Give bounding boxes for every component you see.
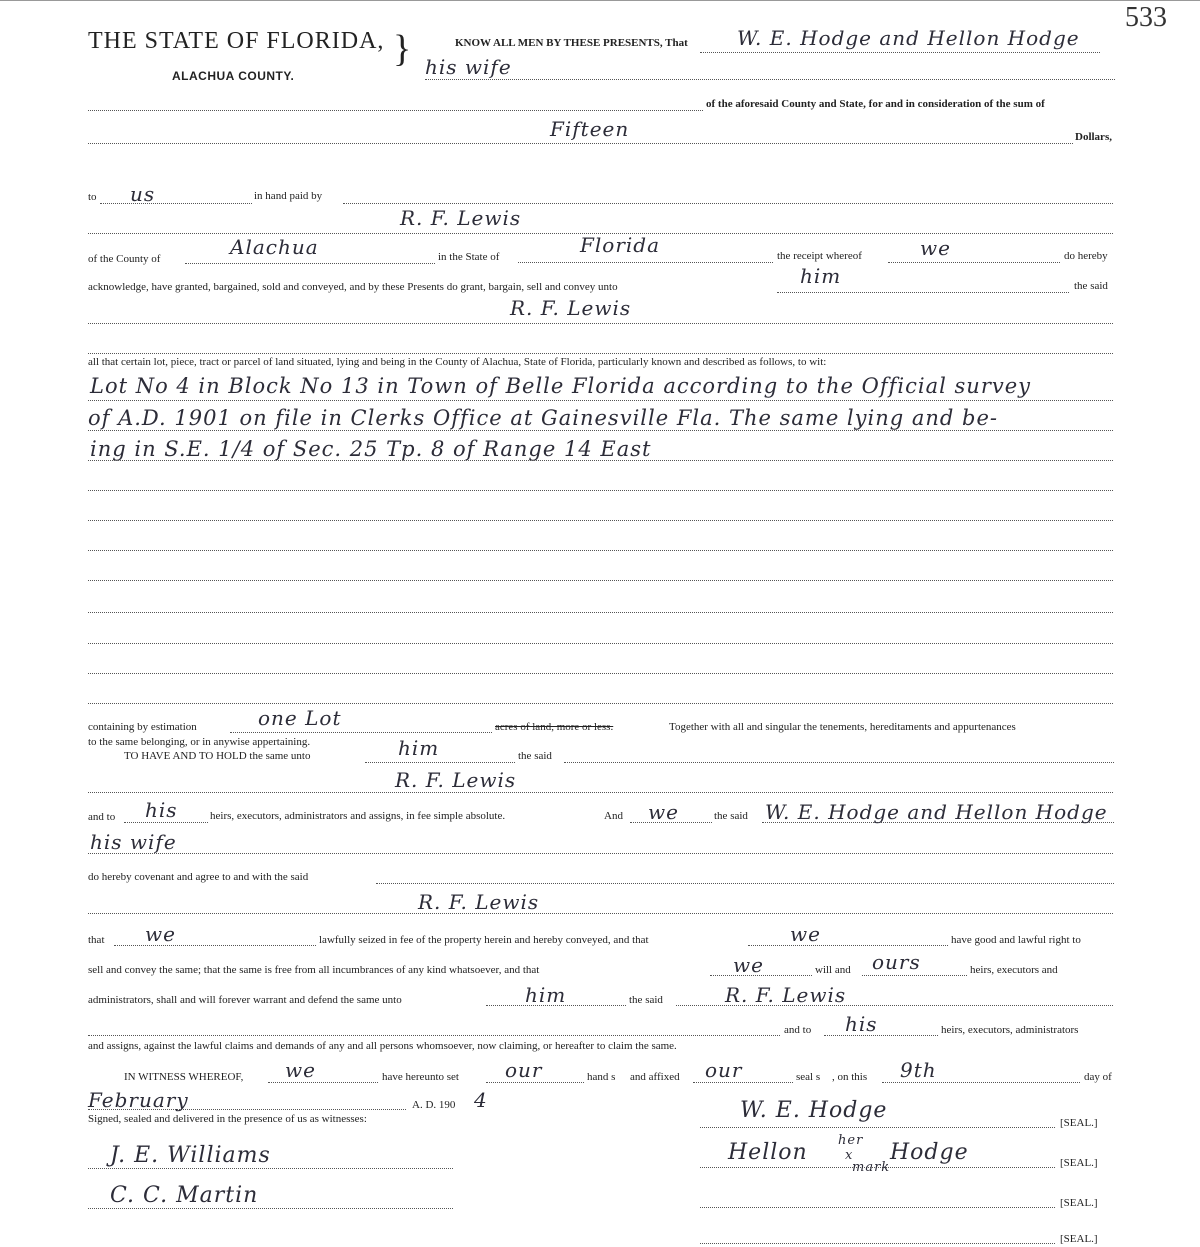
signature-line-1 [700, 1127, 1055, 1128]
heirs-we: we [648, 800, 679, 824]
page-top-rule [0, 0, 1200, 1]
seized-that: that [88, 934, 105, 946]
heirs-the-said: the said [714, 810, 748, 822]
belonging-text: to the same belonging, or in anywise appertaining. [88, 736, 311, 748]
witness-our1-line [486, 1082, 584, 1083]
seized-right: have good and lawful right to [951, 934, 1081, 946]
seal-2: [SEAL.] [1060, 1157, 1098, 1169]
intro-text: KNOW ALL MEN BY THESE PRESENTS, That [455, 37, 688, 49]
witness-2: C. C. Martin [110, 1183, 259, 1208]
receipt-value: we [920, 236, 951, 260]
to-value: us [130, 182, 156, 206]
header-brace: } [393, 28, 412, 70]
county-value: Alachua [230, 235, 319, 259]
witness-seals: seal s [796, 1071, 821, 1083]
dollars-label: Dollars, [1075, 131, 1112, 143]
unto-line [777, 292, 1069, 293]
heirs-and: And [604, 810, 623, 822]
desc-line-2 [88, 430, 1113, 431]
sell-will-and: will and [815, 964, 851, 976]
land-intro: all that certain lot, piece, tract or parcel of land situated, lying and being in the County of Alachua, State of Florida, particularly known and described as follows, to wit: [88, 356, 827, 368]
admin-the-said: the said [629, 994, 663, 1006]
grantor-line-1 [700, 52, 1100, 53]
witness-our2: our [705, 1058, 743, 1082]
signature-line-4 [700, 1243, 1055, 1244]
covenant-name: R. F. Lewis [418, 890, 540, 914]
heirs-text: heirs, executors, administrators and assigns, in fee simple absolute. [210, 810, 506, 822]
desc-line-6 [88, 550, 1113, 551]
the-said-label: the said [1074, 280, 1108, 292]
witness-day: 9th [900, 1058, 937, 1082]
desc-line-3 [88, 460, 1113, 461]
witness-ad: A. D. 190 [412, 1099, 456, 1111]
witness-hands: hand s [587, 1071, 616, 1083]
admin-name: R. F. Lewis [725, 983, 847, 1007]
witness-sig-line-1 [88, 1168, 453, 1169]
consideration-amount: Fifteen [550, 117, 630, 141]
heirs-his: his [145, 798, 178, 822]
receipt-label: the receipt whereof [777, 250, 862, 262]
signature-2-mark: mark [852, 1160, 891, 1175]
habendum-the-said: the said [518, 750, 552, 762]
witness-sig-line-2 [88, 1208, 453, 1209]
unto-value: him [800, 264, 842, 288]
state-label: in the State of [438, 251, 500, 263]
assigns-text: and assigns, against the lawful claims and demands of any and all persons whomsoever, now claiming, or hereafter to claim the same. [88, 1040, 677, 1052]
heirs-wife: his wife [90, 830, 177, 854]
blank-line [88, 353, 1113, 354]
desc-line-8 [88, 612, 1113, 613]
witness-we-line [268, 1082, 378, 1083]
andto-his: his [845, 1012, 878, 1036]
page-number: 533 [1125, 2, 1167, 33]
grantors-names: W. E. Hodge and Hellon Hodge [737, 26, 1080, 50]
seal-4: [SEAL.] [1060, 1233, 1098, 1245]
sell-ours-line [862, 975, 967, 976]
andto-his-line [824, 1035, 938, 1036]
witness-year: 4 [474, 1088, 488, 1112]
to-label: to [88, 191, 97, 203]
witness-label: IN WITNESS WHEREOF, [124, 1071, 244, 1083]
sell-heirs: heirs, executors and [970, 964, 1058, 976]
state-line [518, 262, 773, 263]
state-heading: THE STATE OF FLORIDA, [88, 28, 385, 54]
habendum-label: TO HAVE AND TO HOLD the same unto [124, 750, 311, 762]
county-line [185, 263, 435, 264]
habendum-unto: him [398, 736, 440, 760]
andto-label: and to [784, 1024, 812, 1036]
habendum-name: R. F. Lewis [395, 768, 517, 792]
habendum-said-line [564, 762, 1114, 763]
witness-affixed: and affixed [630, 1071, 680, 1083]
witness-day-line [882, 1082, 1080, 1083]
county-label: of the County of [88, 253, 161, 265]
hereby-label: do hereby [1064, 250, 1108, 262]
paid-by-line [343, 203, 1113, 204]
signature-2-last: Hodge [890, 1140, 969, 1165]
acres-label: acres of land, more or less. [495, 721, 614, 733]
covenant-line [376, 883, 1114, 884]
containing-value: one Lot [258, 706, 342, 730]
habendum-name-line [88, 792, 1113, 793]
heirs-names: W. E. Hodge and Hellon Hodge [765, 800, 1108, 824]
seal-1: [SEAL.] [1060, 1117, 1098, 1129]
desc-line-11 [88, 703, 1113, 704]
receipt-line [888, 262, 1060, 263]
seized-we2-line [748, 945, 948, 946]
signed-text: Signed, sealed and delivered in the presence of us as witnesses: [88, 1113, 367, 1125]
admin-text: administrators, shall and will forever warrant and defend the same unto [88, 994, 402, 1006]
witness-1: J. E. Williams [110, 1143, 271, 1168]
desc-line-1 [88, 400, 1113, 401]
andto-heirs: heirs, executors, administrators [941, 1024, 1079, 1036]
containing-label: containing by estimation [88, 721, 197, 733]
land-line-2: of A.D. 1901 on file in Clerks Office at Gainesville Fla. The same lying and be- [88, 406, 998, 430]
witness-we: we [285, 1058, 316, 1082]
seal-3: [SEAL.] [1060, 1197, 1098, 1209]
land-line-1: Lot No 4 in Block No 13 in Town of Belle Florida according to the Official survey [90, 374, 1032, 398]
covenant-name-line [88, 913, 1113, 914]
land-line-3: ing in S.E. 1/4 of Sec. 25 Tp. 8 of Range 14 East [90, 437, 652, 461]
containing-line [230, 732, 492, 733]
witness-day-of: day of [1084, 1071, 1112, 1083]
seized-we2: we [790, 922, 821, 946]
state-value: Florida [580, 233, 660, 257]
desc-line-9 [88, 643, 1113, 644]
signature-1: W. E. Hodge [740, 1098, 888, 1123]
seized-text: lawfully seized in fee of the property herein and hereby conveyed, and that [319, 934, 649, 946]
consideration-label: of the aforesaid County and State, for and in consideration of the sum of [706, 98, 1045, 110]
desc-line-10 [88, 673, 1113, 674]
andto-line [88, 1035, 780, 1036]
to-line [100, 203, 252, 204]
witness-our2-line [693, 1082, 793, 1083]
covenant-label: do hereby covenant and agree to and with the said [88, 871, 309, 883]
payer-name: R. F. Lewis [400, 206, 522, 230]
grantors-wife: his wife [425, 55, 512, 79]
together-text: Together with all and singular the tenements, hereditaments and appurtenances [669, 721, 1016, 733]
admin-him: him [525, 983, 567, 1007]
grantee-line [88, 323, 1113, 324]
seized-we: we [145, 922, 176, 946]
habendum-unto-line [365, 762, 515, 763]
signature-2-x: x [845, 1148, 854, 1163]
heirs-and-to: and to [88, 811, 116, 823]
witness-have-set: have hereunto set [382, 1071, 459, 1083]
desc-line-5 [88, 520, 1113, 521]
blank-line [88, 110, 703, 111]
sell-ours: ours [872, 950, 921, 974]
desc-line-4 [88, 490, 1113, 491]
sell-text: sell and convey the same; that the same is free from all incumbrances of any kind whatsoever, and that [88, 964, 540, 976]
heirs-his-line [124, 822, 208, 823]
desc-line-7 [88, 580, 1113, 581]
grantor-line-2 [425, 79, 1115, 80]
witness-on-this: , on this [832, 1071, 868, 1083]
convey-text: acknowledge, have granted, bargained, sold and conveyed, and by these Presents do grant, bargain, sell and convey unto [88, 281, 618, 293]
heirs-wife-line [88, 853, 1113, 854]
signature-line-3 [700, 1207, 1055, 1208]
grantee-name: R. F. Lewis [510, 296, 632, 320]
witness-our1: our [505, 1058, 543, 1082]
sell-we: we [733, 953, 764, 977]
county-heading: ALACHUA COUNTY. [172, 69, 295, 83]
signature-2-her: her [838, 1133, 864, 1148]
paid-by-label: in hand paid by [254, 190, 323, 202]
amount-line [88, 143, 1073, 144]
witness-month: February [88, 1088, 189, 1112]
signature-2-first: Hellon [728, 1140, 808, 1165]
